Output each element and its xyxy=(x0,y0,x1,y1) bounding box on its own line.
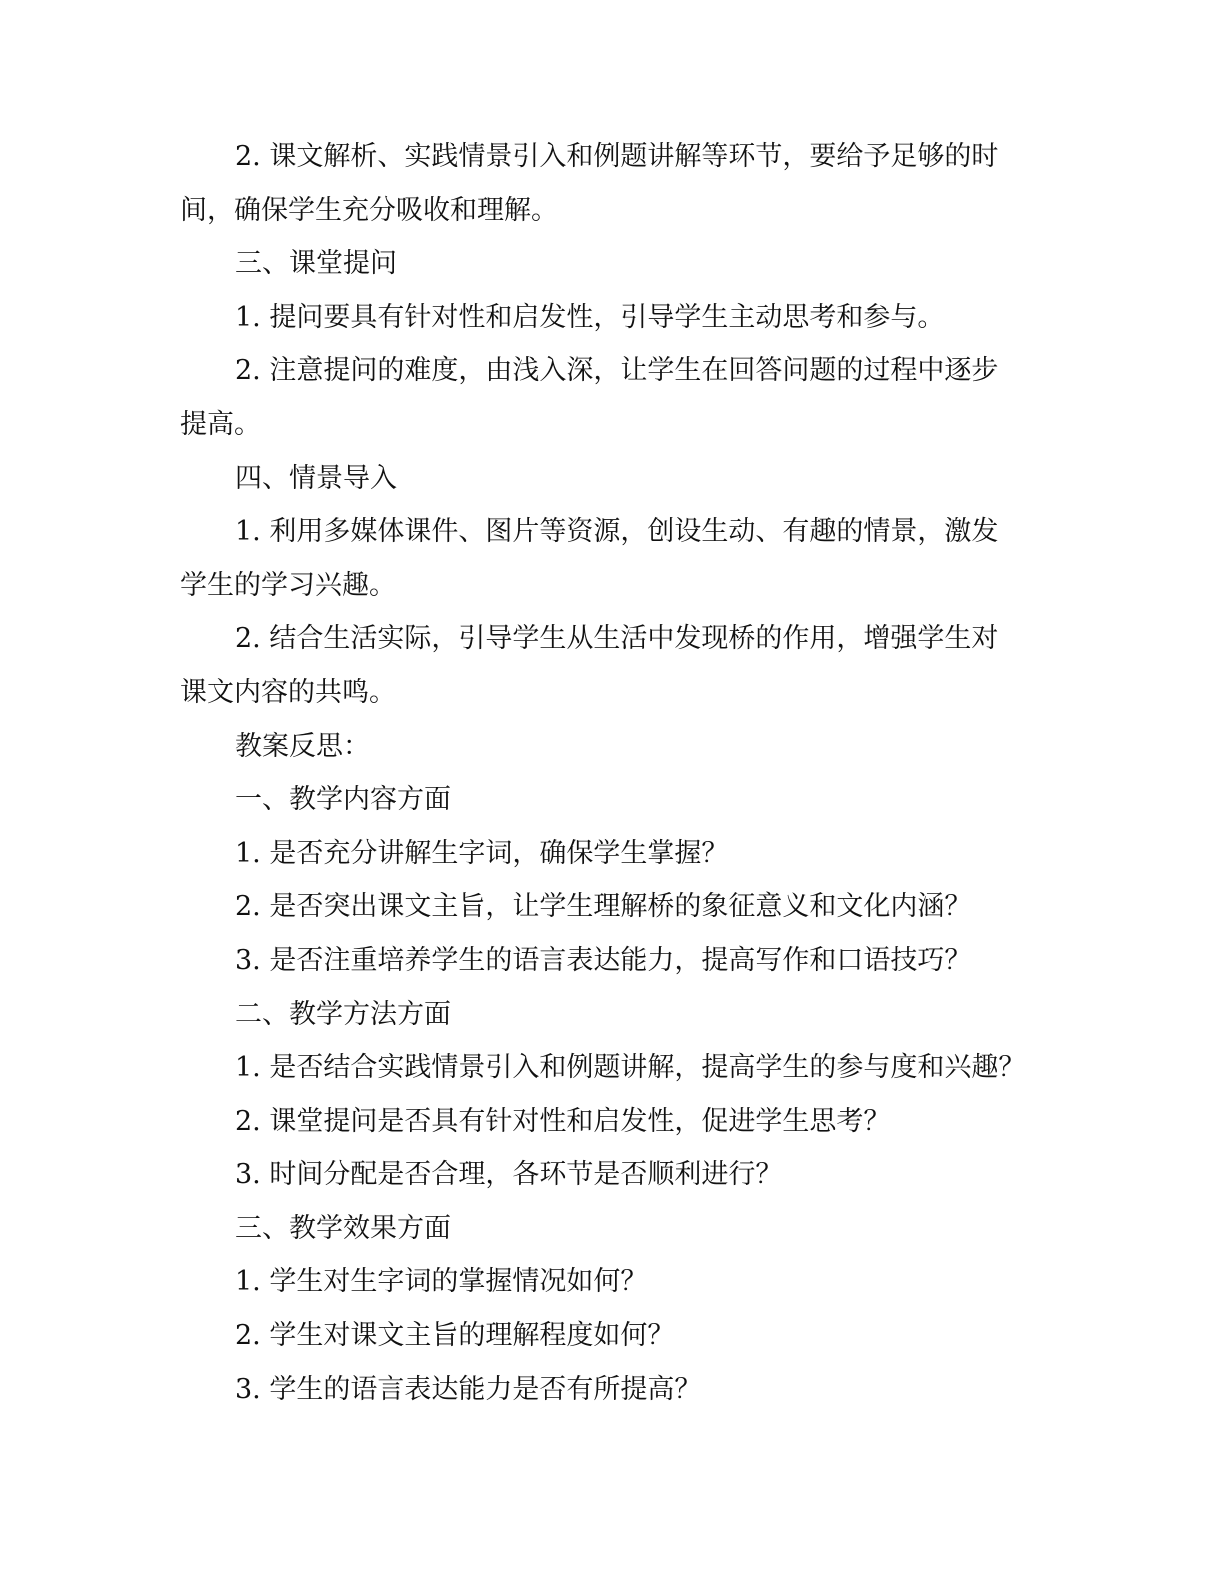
section-heading: 三、课堂提问 xyxy=(235,248,397,280)
paragraph-line: 间，确保学生充分吸收和理解。 xyxy=(180,194,558,226)
paragraph-line: 3. 学生的语言表达能力是否有所提高？ xyxy=(235,1373,702,1405)
paragraph-line: 3. 时间分配是否合理，各环节是否顺利进行？ xyxy=(235,1159,783,1191)
paragraph-line: 1. 学生对生字词的掌握情况如何？ xyxy=(235,1266,648,1298)
paragraph-line: 2. 学生对课文主旨的理解程度如何？ xyxy=(235,1320,675,1352)
section-heading: 一、教学内容方面 xyxy=(235,784,451,816)
paragraph-line: 学生的学习兴趣。 xyxy=(180,569,396,601)
paragraph-line: 提高。 xyxy=(180,408,261,440)
paragraph-line: 2. 是否突出课文主旨，让学生理解桥的象征意义和文化内涵？ xyxy=(235,891,972,923)
section-heading: 教案反思： xyxy=(235,730,370,762)
paragraph-line: 2. 课堂提问是否具有针对性和启发性，促进学生思考？ xyxy=(235,1105,891,1137)
document-page xyxy=(180,130,1040,1416)
paragraph-line: 2. 课文解析、实践情景引入和例题讲解等环节，要给予足够的时 xyxy=(235,141,999,172)
paragraph-line: 1. 是否充分讲解生字词，确保学生掌握？ xyxy=(235,837,729,869)
paragraph-line: 2. 结合生活实际，引导学生从生活中发现桥的作用，增强学生对 xyxy=(235,623,999,655)
paragraph-line: 2. 注意提问的难度，由浅入深，让学生在回答问题的过程中逐步 xyxy=(235,355,999,387)
paragraph-line: 1. 提问要具有针对性和启发性，引导学生主动思考和参与。 xyxy=(235,301,945,333)
paragraph-line: 课文内容的共鸣。 xyxy=(180,676,396,708)
paragraph-line: 1. 利用多媒体课件、图片等资源，创设生动、有趣的情景，激发 xyxy=(235,516,999,548)
section-heading: 三、教学效果方面 xyxy=(235,1212,451,1244)
section-heading: 四、情景导入 xyxy=(235,462,397,494)
paragraph-line: 1. 是否结合实践情景引入和例题讲解，提高学生的参与度和兴趣？ xyxy=(235,1052,1026,1084)
paragraph-line: 3. 是否注重培养学生的语言表达能力，提高写作和口语技巧？ xyxy=(235,944,972,976)
section-heading: 二、教学方法方面 xyxy=(235,998,451,1030)
